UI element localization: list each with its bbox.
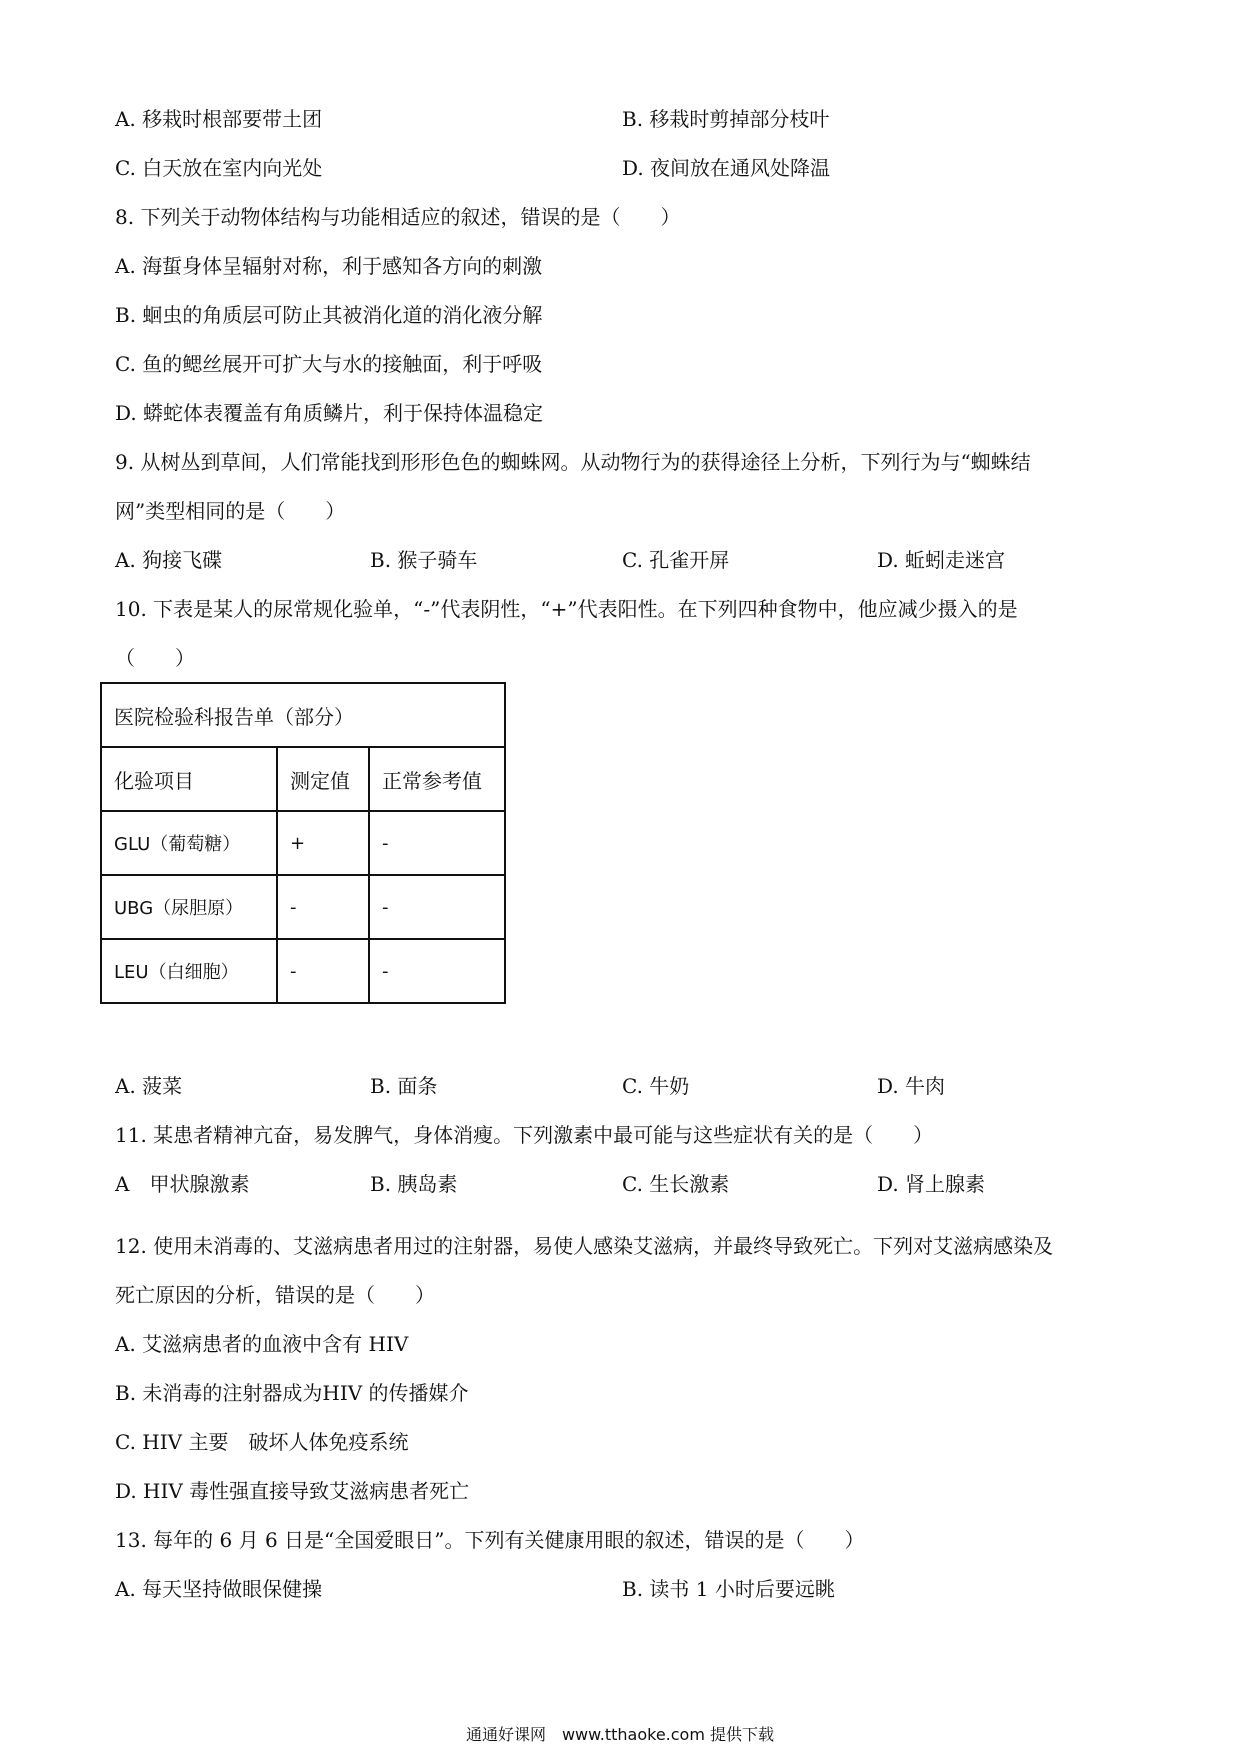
q12-option-c: C. HIV 主要 破坏人体免疫系统 bbox=[115, 1430, 409, 1454]
q12-option-b: B. 未消毒的注射器成为HIV 的传播媒介 bbox=[115, 1381, 469, 1405]
q10-option-b: B. 面条 bbox=[370, 1074, 438, 1098]
table-cell-item: UBG（尿胆原） bbox=[101, 875, 277, 939]
q12-stem-line2: 死亡原因的分析，错误的是（ ） bbox=[115, 1283, 435, 1307]
q7-option-a: A. 移栽时根部要带土团 bbox=[115, 107, 323, 131]
q11-option-a: A 甲状腺激素 bbox=[115, 1172, 250, 1196]
q11-option-c: C. 生长激素 bbox=[622, 1172, 730, 1196]
q9-stem-line2: 网”类型相同的是（ ） bbox=[115, 499, 346, 523]
q7-option-b: B. 移栽时剪掉部分枝叶 bbox=[622, 107, 830, 131]
table-header-row bbox=[101, 747, 505, 811]
table-cell-reference: - bbox=[369, 875, 505, 939]
table-cell-measured: - bbox=[277, 875, 369, 939]
table-row bbox=[101, 875, 505, 939]
table-cell-reference: - bbox=[369, 939, 505, 1003]
q7-option-d: D. 夜间放在通风处降温 bbox=[622, 156, 831, 180]
page-footer: 通通好课网 www.tthaoke.com 提供下载 bbox=[465, 1725, 775, 1744]
lab-report-table bbox=[100, 682, 506, 1004]
q12-option-d: D. HIV 毒性强直接导致艾滋病患者死亡 bbox=[115, 1479, 470, 1503]
table-title-row bbox=[101, 683, 505, 747]
q11-option-d: D. 肾上腺素 bbox=[877, 1172, 986, 1196]
q8-option-c: C. 鱼的鳃丝展开可扩大与水的接触面，利于呼吸 bbox=[115, 352, 543, 376]
q11-stem: 11. 某患者精神亢奋，易发脾气，身体消瘦。下列激素中最可能与这些症状有关的是（ ） bbox=[115, 1123, 934, 1147]
table-header-reference: 正常参考值 bbox=[369, 747, 505, 811]
q8-option-d: D. 蟒蛇体表覆盖有角质鳞片，利于保持体温稳定 bbox=[115, 401, 544, 425]
q10-option-c: C. 牛奶 bbox=[622, 1074, 690, 1098]
table-title: 医院检验科报告单（部分） bbox=[101, 683, 505, 747]
q10-stem-line2: （ ） bbox=[115, 646, 195, 670]
q9-option-b: B. 猴子骑车 bbox=[370, 548, 478, 572]
table-cell-item: LEU（白细胞） bbox=[101, 939, 277, 1003]
q12-stem-line1: 12. 使用未消毒的、艾滋病患者用过的注射器，易使人感染艾滋病，并最终导致死亡。下列对艾滋病感染及 bbox=[115, 1234, 1054, 1258]
q8-option-a: A. 海蜇身体呈辐射对称，利于感知各方向的刺激 bbox=[115, 254, 543, 278]
table-cell-measured: + bbox=[277, 811, 369, 875]
q10-stem-line1: 10. 下表是某人的尿常规化验单，“-”代表阴性，“+”代表阳性。在下列四种食物中，他应减少摄入的是 bbox=[115, 597, 1018, 621]
q8-stem: 8. 下列关于动物体结构与功能相适应的叙述，错误的是（ ） bbox=[115, 205, 681, 229]
table-cell-measured: - bbox=[277, 939, 369, 1003]
q8-option-b: B. 蛔虫的角质层可防止其被消化道的消化液分解 bbox=[115, 303, 543, 327]
table-cell-reference: - bbox=[369, 811, 505, 875]
table-row bbox=[101, 811, 505, 875]
q9-option-a: A. 狗接飞碟 bbox=[115, 548, 223, 572]
q7-option-c: C. 白天放在室内向光处 bbox=[115, 156, 323, 180]
q10-option-a: A. 菠菜 bbox=[115, 1074, 183, 1098]
table-row bbox=[101, 939, 505, 1003]
q12-option-a: A. 艾滋病患者的血液中含有 HIV bbox=[115, 1332, 409, 1356]
table-cell-item: GLU（葡萄糖） bbox=[101, 811, 277, 875]
q13-option-a: A. 每天坚持做眼保健操 bbox=[115, 1577, 323, 1601]
q10-option-d: D. 牛肉 bbox=[877, 1074, 946, 1098]
q11-option-b: B. 胰岛素 bbox=[370, 1172, 458, 1196]
q9-stem-line1: 9. 从树丛到草间，人们常能找到形形色色的蜘蛛网。从动物行为的获得途径上分析，下列行为与“蜘蛛结 bbox=[115, 450, 1031, 474]
q9-option-c: C. 孔雀开屏 bbox=[622, 548, 730, 572]
q13-stem: 13. 每年的 6 月 6 日是“全国爱眼日”。下列有关健康用眼的叙述，错误的是（ ） bbox=[115, 1528, 865, 1552]
q9-option-d: D. 蚯蚓走迷宫 bbox=[877, 548, 1006, 572]
table-header-measured: 测定值 bbox=[277, 747, 369, 811]
table-header-item: 化验项目 bbox=[101, 747, 277, 811]
q13-option-b: B. 读书 1 小时后要远眺 bbox=[622, 1577, 835, 1601]
